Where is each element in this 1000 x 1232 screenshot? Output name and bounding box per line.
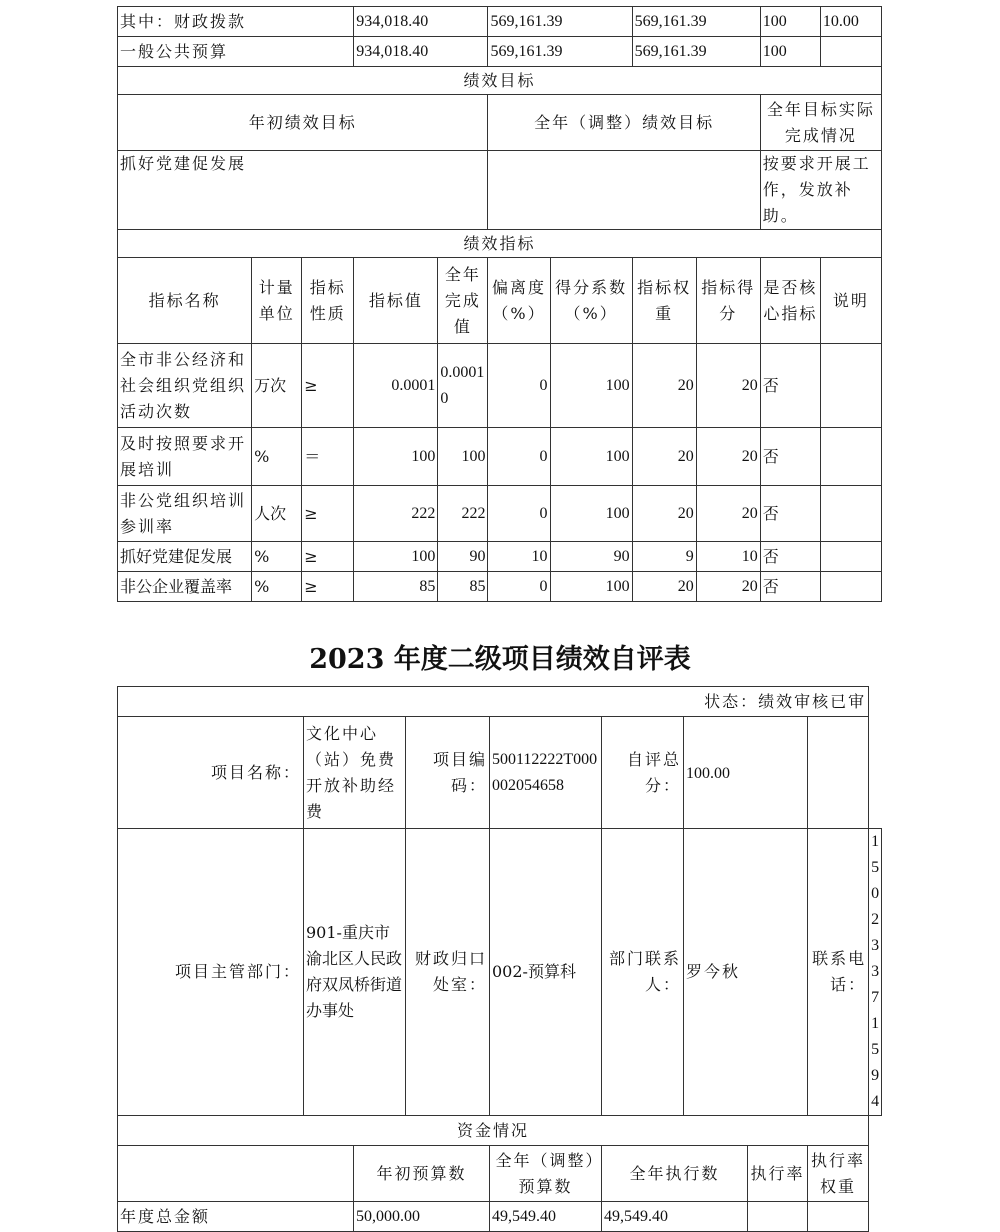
indicator-core: 否 [760, 542, 820, 572]
project-code-label: 项目编码： [406, 717, 490, 829]
funding-adjusted-value: 569,161.39 [488, 7, 632, 37]
indicator-score: 20 [696, 486, 760, 542]
indicator-deviation: 0 [488, 428, 550, 486]
contact-value: 罗今秋 [684, 829, 808, 1116]
funding-rate-value: 100 [760, 7, 820, 37]
funding-row-label: 一般公共预算 [118, 37, 354, 67]
funding-weight-value: 10.00 [820, 7, 881, 37]
phone-value: 15023371594 [869, 829, 882, 1116]
indicators-section-title: 绩效指标 [118, 230, 882, 258]
funding-initial-value: 934,018.40 [354, 37, 488, 67]
header-nature: 指标性质 [302, 258, 354, 344]
indicator-unit: 万次 [252, 344, 302, 428]
funding-row [118, 37, 882, 67]
header-score-coefficient: 得分系数（%） [550, 258, 632, 344]
page-title: 2023 年度二级项目绩效自评表 [309, 644, 691, 675]
indicator-unit: % [252, 542, 302, 572]
indicator-weight: 20 [632, 572, 696, 602]
indicator-score: 10 [696, 542, 760, 572]
indicator-note [820, 572, 881, 602]
perf-goals-adjusted-text [488, 151, 760, 230]
funds-header-executed: 全年执行数 [602, 1146, 748, 1202]
perf-goals-actual-header: 全年目标实际完成情况 [760, 95, 881, 151]
table-row [118, 542, 882, 572]
funds-total-label: 年度总金额 [118, 1202, 354, 1232]
header-actual-value: 全年完成值 [438, 258, 488, 344]
indicator-actual: 100 [438, 428, 488, 486]
funds-total-adjusted: 49,549.40 [490, 1202, 602, 1232]
phone-label: 联系电话： [808, 829, 869, 1116]
funds-total-initial: 50,000.00 [354, 1202, 490, 1232]
perf-goals-actual-text: 按要求开展工作，发放补助。 [760, 151, 881, 230]
indicator-name: 全市非公经济和社会组织党组织活动次数 [118, 344, 252, 428]
indicator-core: 否 [760, 428, 820, 486]
perf-goals-initial-header: 年初绩效目标 [118, 95, 488, 151]
project-name-label: 项目名称： [118, 717, 304, 829]
perf-goals-section-title: 绩效目标 [118, 67, 882, 95]
indicator-actual: 85 [438, 572, 488, 602]
indicator-core: 否 [760, 572, 820, 602]
indicator-unit: 人次 [252, 486, 302, 542]
funding-rate-value: 100 [760, 37, 820, 67]
indicator-name: 抓好党建促发展 [118, 542, 252, 572]
header-core-indicator: 是否核心指标 [760, 258, 820, 344]
table-row [118, 428, 882, 486]
funding-row [118, 7, 882, 37]
table-row [118, 572, 882, 602]
funds-header-rate: 执行率 [748, 1146, 808, 1202]
header-target-value: 指标值 [354, 258, 438, 344]
indicator-deviation: 0 [488, 572, 550, 602]
indicator-nature: ≥ [302, 486, 354, 542]
perf-goals-initial-text: 抓好党建促发展 [118, 151, 488, 230]
header-weight: 指标权重 [632, 258, 696, 344]
dept-value: 901-重庆市渝北区人民政府双凤桥街道办事处 [304, 829, 406, 1116]
header-score: 指标得分 [696, 258, 760, 344]
performance-evaluation-table-continued [117, 6, 882, 602]
self-score-value: 100.00 [684, 717, 808, 829]
indicator-actual: 90 [438, 542, 488, 572]
indicator-note [820, 428, 881, 486]
indicator-actual: 0.00010 [438, 344, 488, 428]
project-code-value: 500112222T000002054658 [490, 717, 602, 829]
funds-header-row [118, 1146, 882, 1202]
indicator-nature: ≥ [302, 344, 354, 428]
header-indicator-name: 指标名称 [118, 258, 252, 344]
indicator-unit: % [252, 428, 302, 486]
indicator-name: 及时按照要求开展培训 [118, 428, 252, 486]
contact-label: 部门联系人： [602, 829, 684, 1116]
indicator-deviation: 10 [488, 542, 550, 572]
indicator-coefficient: 100 [550, 486, 632, 542]
indicator-name: 非公党组织培训参训率 [118, 486, 252, 542]
indicator-score: 20 [696, 428, 760, 486]
indicator-target: 222 [354, 486, 438, 542]
indicator-note [820, 486, 881, 542]
indicator-note [820, 344, 881, 428]
funds-header-initial: 年初预算数 [354, 1146, 490, 1202]
indicator-nature: ≥ [302, 542, 354, 572]
funding-executed-value: 569,161.39 [632, 7, 760, 37]
indicator-weight: 9 [632, 542, 696, 572]
indicator-weight: 20 [632, 428, 696, 486]
indicator-coefficient: 100 [550, 572, 632, 602]
indicator-name: 非公企业覆盖率 [118, 572, 252, 602]
indicator-coefficient: 90 [550, 542, 632, 572]
self-score-label: 自评总分： [602, 717, 684, 829]
indicator-target: 100 [354, 542, 438, 572]
funding-initial-value: 934,018.40 [354, 7, 488, 37]
project-info-row [118, 717, 882, 829]
funds-total-rate-weight [808, 1202, 869, 1232]
funds-total-executed: 49,549.40 [602, 1202, 748, 1232]
indicator-nature: ＝ [302, 428, 354, 486]
funding-adjusted-value: 569,161.39 [488, 37, 632, 67]
perf-goals-adjusted-header: 全年（调整）绩效目标 [488, 95, 760, 151]
indicator-actual: 222 [438, 486, 488, 542]
funds-total-row [118, 1202, 882, 1232]
indicator-note [820, 542, 881, 572]
indicator-core: 否 [760, 486, 820, 542]
project-self-evaluation-table [117, 686, 882, 1232]
funding-row-label: 其中：财政拨款 [118, 7, 354, 37]
project-dept-row [118, 829, 882, 1116]
status-badge: 状态：绩效审核已审 [118, 687, 869, 717]
indicator-nature: ≥ [302, 572, 354, 602]
indicator-target: 100 [354, 428, 438, 486]
indicator-deviation: 0 [488, 486, 550, 542]
indicator-weight: 20 [632, 344, 696, 428]
finance-office-label: 财政归口处室： [406, 829, 490, 1116]
indicator-coefficient: 100 [550, 344, 632, 428]
funds-section-title: 资金情况 [118, 1116, 869, 1146]
indicators-header-row [118, 258, 882, 344]
indicator-deviation: 0 [488, 344, 550, 428]
table-row [118, 486, 882, 542]
indicator-score: 20 [696, 344, 760, 428]
funding-executed-value: 569,161.39 [632, 37, 760, 67]
header-note: 说明 [820, 258, 881, 344]
finance-office-value: 002-预算科 [490, 829, 602, 1116]
project-name-value: 文化中心（站）免费开放补助经费 [304, 717, 406, 829]
funds-header-adjusted: 全年（调整）预算数 [490, 1146, 602, 1202]
funds-header-blank [118, 1146, 354, 1202]
table-row [118, 344, 882, 428]
funds-header-rate-weight: 执行率权重 [808, 1146, 869, 1202]
indicator-unit: % [252, 572, 302, 602]
indicator-coefficient: 100 [550, 428, 632, 486]
indicator-target: 0.0001 [354, 344, 438, 428]
funds-total-rate [748, 1202, 808, 1232]
empty-cell [808, 717, 869, 829]
header-unit: 计量单位 [252, 258, 302, 344]
indicator-core: 否 [760, 344, 820, 428]
indicator-target: 85 [354, 572, 438, 602]
dept-label: 项目主管部门： [118, 829, 304, 1116]
header-deviation: 偏离度（%） [488, 258, 550, 344]
indicator-score: 20 [696, 572, 760, 602]
indicator-weight: 20 [632, 486, 696, 542]
funding-weight-value [820, 37, 881, 67]
